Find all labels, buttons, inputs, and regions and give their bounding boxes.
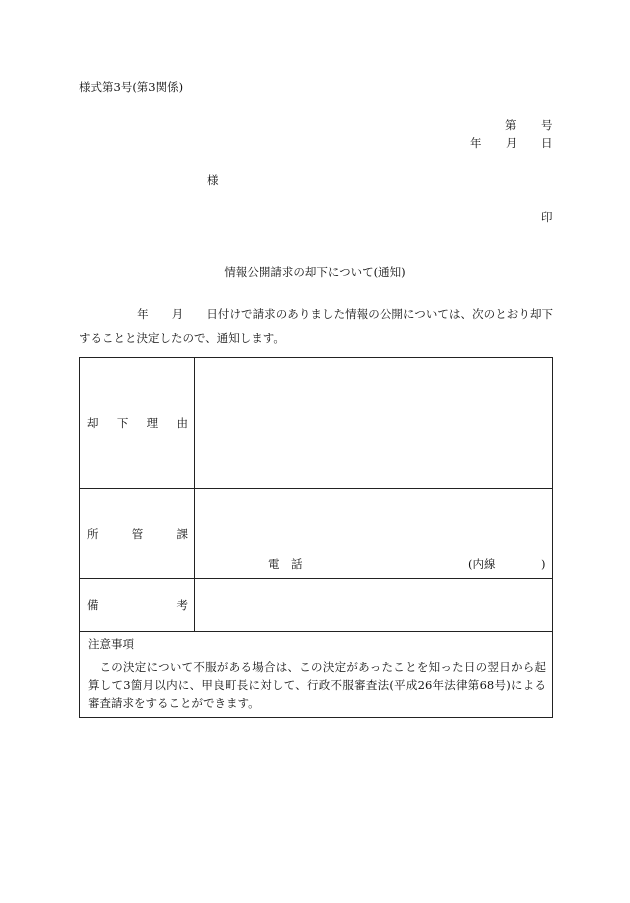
number-dai: 第 [505, 118, 517, 132]
intro-month: 月 [171, 307, 184, 321]
department-label: 所 管 課 [87, 527, 188, 541]
recipient-sama: 様 [207, 173, 219, 187]
form-id: 様式第3号(第3関係) [79, 80, 184, 94]
document-title: 情報公開請求の却下について(通知) [224, 265, 406, 279]
intro-year: 年 [137, 307, 149, 321]
seal-in: 印 [541, 210, 553, 224]
date-month: 月 [506, 136, 518, 150]
notes-body: この決定について不服がある場合は、この決定があったことを知った日の翌日から起算して3箇月以内に、甲良町長に対して、行政不服審査法(平成26年法律第68号)による審査請求をすることができます。 [88, 659, 546, 710]
intro-paragraph [79, 302, 553, 350]
notes-section [88, 639, 546, 712]
phone-label: 電 話 [268, 557, 303, 571]
rejection-reason-field[interactable] [195, 358, 552, 488]
date-year: 年 [470, 136, 482, 150]
rejection-reason-label: 却 下 理 由 [87, 416, 188, 430]
row-divider [80, 631, 552, 632]
number-go: 号 [541, 118, 553, 132]
department-field[interactable] [195, 489, 552, 578]
remarks-label: 備 考 [87, 598, 188, 612]
date-day: 日 [541, 136, 553, 150]
intro-text: 日付けで請求のありました情報の公開については、次のとおり却下することと決定したので、通知します。 [79, 307, 554, 345]
extension-close: ) [541, 557, 546, 571]
form-table [79, 357, 553, 718]
notes-title: 注意事項 [88, 637, 134, 651]
extension-open: (内線 [468, 557, 496, 571]
remarks-field[interactable] [195, 579, 552, 631]
